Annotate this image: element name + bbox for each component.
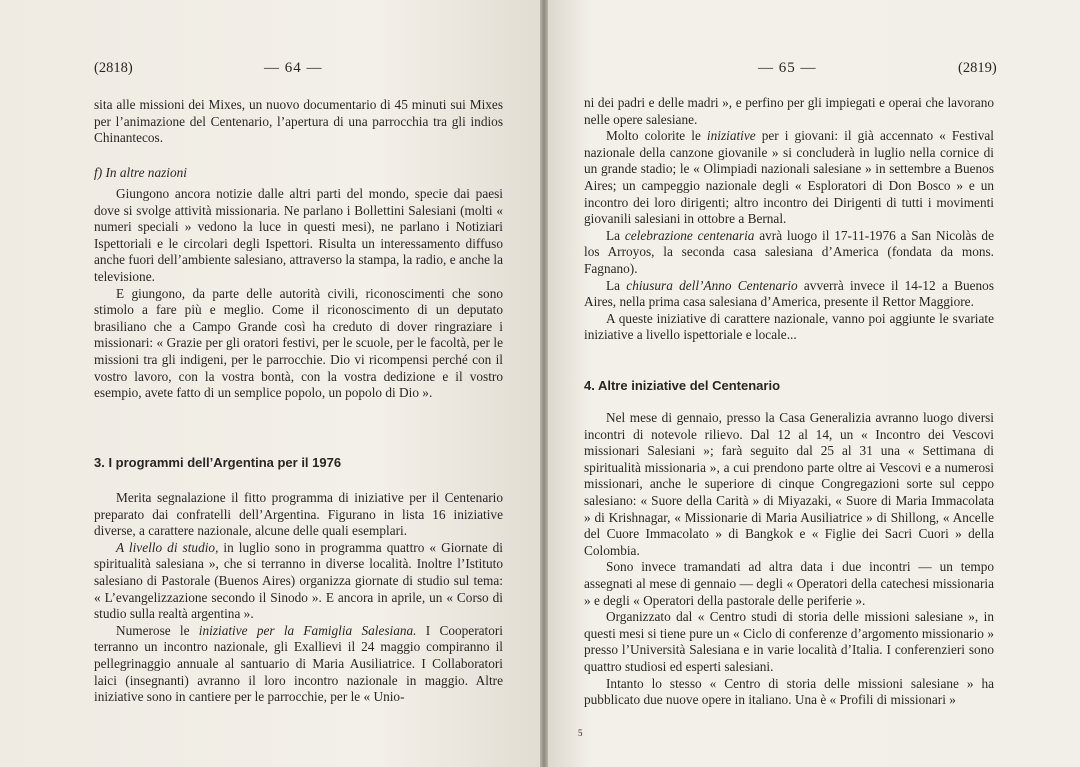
paragraph-text: avrà luogo il 17-11-1976 a San Nicolàs de los Arroyos, la seconda casa salesiana d’America (fondata da mons. Fagnano).: [584, 227, 994, 276]
left-catalog-number: (2818): [94, 60, 133, 76]
paragraph-text: I Cooperatori terranno un incontro nazionale, gli Exallievi il 24 maggio compiranno il pellegrinaggio annuale al santuario di Maria Ausiliatrice. I Collaboratori laici (insegnanti) avranno il loro incontro nazionale in maggio. Altre iniziative sono in cantiere per le parrocchie, per le « Unio-: [94, 622, 503, 705]
italic-phrase: A livello di studio,: [116, 539, 219, 555]
paragraph: A queste iniziative di carattere nazionale, vanno poi aggiunte le svariate iniziative a livello ispettoriale e locale...: [584, 310, 994, 343]
paragraph: [584, 228, 994, 278]
left-body-block-2: [94, 490, 503, 706]
paragraph-text: Numerose le: [116, 622, 199, 638]
paragraph-text: per i giovani: il già accennato « Festival nazionale della canzone giovanile » si concluderà in luglio nella cornice di un grande stadio; le « Olimpiadi nazionali salesiane » in settembre a Buenos Aires; un campeggio nazionale degli « Esploratori di Don Bosco » e un incontro dei loro dirigenti; altro incontro dei Dirigenti di tutti i movimenti giovanili salesiani in ottobre a Bernal.: [584, 128, 994, 227]
left-intro-paragraph: [94, 97, 503, 147]
italic-phrase: celebrazione centenaria: [624, 227, 755, 243]
book-gutter: [540, 0, 548, 767]
paragraph: Organizzato dal « Centro studi di storia delle missioni salesiane », in questi mesi si tiene pure un « Ciclo di conferenze d’argomento missionario » presso l’Università Salesiana e in varie località d’Italia. I conferenzieri sono quattro studiosi ed esperti salesiani.: [584, 609, 994, 674]
signature-mark: 5: [578, 728, 583, 738]
paragraph: E giungono, da parte delle autorità civili, riconoscimenti che sono stimolo a fare più e meglio. Come il riconoscimento di un deputato brasiliano che a Campo Grande così ha creduto di dover ringraziare i missionari: « Grazie per gli oratori festivi, per le scuole, per le facoltà, per le missioni tra gli indigeni, per le parrocchie. Dio vi ricompensi perché con il vostro lavoro, con la vostra bontà, con la vostra dedizione e il vostro esempio, avete fatto di un semplice popolo, un popolo di Dio ».: [94, 285, 503, 401]
paragraph: ni dei padri e delle madri », e perfino per gli impiegati e operai che lavorano nelle opere salesiane.: [584, 95, 994, 127]
italic-phrase: iniziative per la Famiglia Salesiana.: [198, 622, 417, 638]
right-page-number: — 65 —: [758, 60, 817, 76]
paragraph: Merita segnalazione il fitto programma di iniziative per il Centenario preparato dai confratelli dell’Argentina. Figurano in lista 16 iniziative diverse, a carattere nazionale, alcune delle quali esemplari.: [94, 490, 503, 539]
left-body-block-1: [94, 186, 503, 402]
left-page-number: — 64 —: [264, 60, 323, 76]
paragraph-text: La: [606, 227, 625, 243]
section-4-heading: 4. Altre iniziative del Centenario: [584, 378, 781, 393]
right-body-block-1: [584, 95, 994, 344]
paragraph: Giungono ancora notizie dalle altri parti del mondo, specie dai paesi dove si svolge attività missionaria. Ne parlano i Bollettini Salesiani (molti « numeri speciali » vedono la luce in questi mesi), ne parlano i Notiziari Ispettoriali e le circolari degli Ispettori. Risulta un interessamento diffuso anche fuori dell’ambiente salesiano, attraverso la stampa, la radio, e anche la televisione.: [94, 186, 503, 284]
paragraph: Nel mese di gennaio, presso la Casa Generalizia avranno luogo diversi incontri di notevole rilievo. Dal 12 al 14, un « Incontro dei Vescovi missionari Salesiani »; farà seguito dal 25 al 31 una « Settimana di spiritualità missionaria », a cui prendono parte oltre ai Vescovi e a numerosi missionari, anche le superiore di cinque Congregazioni sorte sul ceppo salesiano: « Suore della Carità » di Miyazaki, « Suore di Maria Immacolata » di Krishnagar, « Missionarie di Maria Ausiliatrice » di Shillong, « Ancelle del Cuore Immacolato » di Bangkok e « Figlie dei Sacri Cuori » della Colombia.: [584, 410, 994, 558]
paragraph-text: in luglio sono in programma quattro « Giornate di spiritualità salesiana », che si terranno in diverse località. Inoltre l’Istituto salesiano di Pastorale (Buenos Aires) organizza giornate di studio sul tema: « L’evangelizzazione secondo il Sinodo ». E ancora in aprile, un « Corso di studio sulla realtà argentina ».: [94, 539, 503, 622]
subsection-title-text: f) In altre nazioni: [94, 165, 187, 180]
paragraph: sita alle missioni dei Mixes, un nuovo documentario di 45 minuti sui Mixes per l’animazione del Centenario, l’apertura di una parrocchia tra gli indios Chinantecos.: [94, 97, 503, 146]
paragraph-text: avverrà invece il 14-12 a Buenos Aires, nella prima casa salesiana d’America, presente il Rettor Maggiore.: [584, 277, 994, 310]
paragraph: [584, 278, 994, 311]
subsection-title: [94, 165, 187, 181]
paragraph-text: La: [606, 277, 627, 293]
paragraph: [94, 540, 503, 623]
right-body-block-2: [584, 410, 994, 709]
italic-phrase: chiusura dell’Anno Centenario: [626, 277, 798, 293]
paragraph: Intanto lo stesso « Centro di storia delle missioni salesiane » ha pubblicato due nuove opere in italiano. Una è « Profili di missionari »: [584, 675, 994, 708]
paragraph: Sono invece tramandati ad altra data i due incontri — un tempo assegnati al mese di gennaio — degli « Operatori della catechesi missionaria » e degli « Operatori della pastorale delle periferie ».: [584, 559, 994, 608]
italic-phrase: iniziative: [706, 128, 756, 144]
section-3-heading: 3. I programmi dell’Argentina per il 1976: [94, 455, 342, 470]
paragraph: [94, 623, 503, 706]
right-catalog-number: (2819): [958, 60, 997, 76]
paragraph-text: Molto colorite le: [606, 128, 707, 144]
paragraph: [584, 128, 994, 228]
